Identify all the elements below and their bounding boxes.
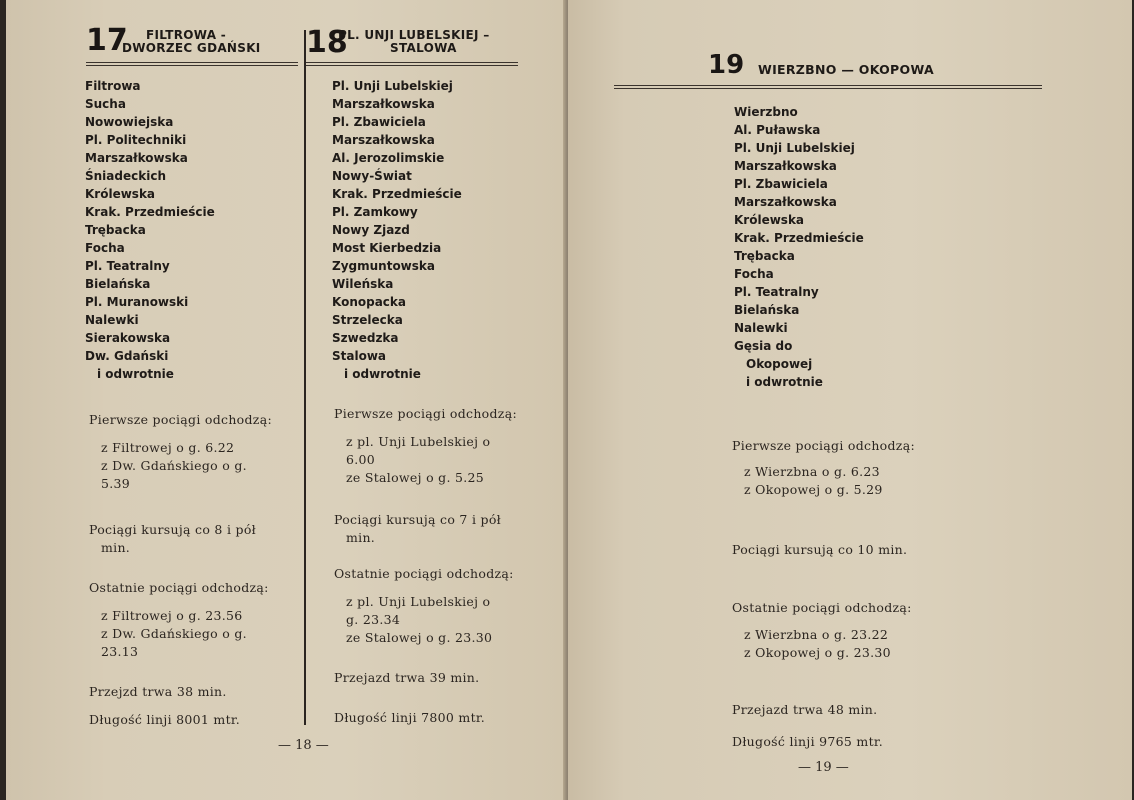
stop-return-note: i odwrotnie — [344, 367, 421, 381]
stop: Pl. Zbawiciela — [734, 177, 828, 191]
stop-return-note: i odwrotnie — [746, 375, 823, 389]
stop: Wileńska — [332, 277, 394, 291]
page-number-18: — 18 — — [278, 738, 329, 753]
stop: Trębacka — [734, 249, 795, 263]
route-18-header-rule — [306, 62, 518, 63]
stop: Al. Jerozolimskie — [332, 151, 445, 165]
route-18-stop-list — [332, 77, 462, 383]
stop: Nowy Zjazd — [332, 223, 410, 237]
stop: Filtrowa — [85, 79, 141, 93]
stop: Nowowiejska — [85, 115, 174, 129]
column-divider — [304, 30, 306, 725]
route-17-last-heading: Ostatnie pociągi odchodzą: — [89, 580, 269, 595]
route-18-first-2: ze Stalowej o g. 5.25 — [346, 470, 485, 485]
route-19-first-1: z Wierzbna o g. 6.23 — [744, 464, 880, 479]
route-18-interval-b: min. — [346, 530, 376, 545]
route-19-first-heading: Pierwsze pociągi odchodzą: — [732, 438, 915, 453]
route-19-last-heading: Ostatnie pociągi odchodzą: — [732, 600, 912, 615]
stop: Bielańska — [734, 303, 800, 317]
stop: Al. Puławska — [734, 123, 821, 137]
route-19-name: WIERZBNO — OKOPOWA — [758, 62, 934, 77]
route-17-first-heading: Pierwsze pociągi odchodzą: — [89, 412, 272, 427]
stop: Wierzbno — [734, 105, 798, 119]
route-18-first-heading: Pierwsze pociągi odchodzą: — [334, 406, 517, 421]
stop: Królewska — [734, 213, 805, 227]
route-18-length: Długość linji 7800 mtr. — [334, 710, 486, 725]
stop: Bielańska — [85, 277, 151, 291]
stop: Pl. Unji Lubelskiej — [332, 79, 453, 93]
stop: Dw. Gdański — [85, 349, 169, 363]
route-18-first-1b: 6.00 — [346, 452, 376, 467]
stop: Marszałkowska — [734, 195, 837, 209]
stop: Pl. Zbawiciela — [332, 115, 426, 129]
route-19-number: 19 — [708, 50, 745, 80]
route-17-last-2a: z Dw. Gdańskiego o g. — [101, 626, 247, 641]
stop: Nalewki — [734, 321, 788, 335]
route-17-length: Długość linji 8001 mtr. — [89, 712, 241, 727]
stop: Pl. Unji Lubelskiej — [734, 141, 855, 155]
stop: Pl. Teatralny — [734, 285, 819, 299]
route-17-last-1: z Filtrowej o g. 23.56 — [101, 608, 243, 623]
stop: Marszałkowska — [85, 151, 188, 165]
route-18-last-1b: g. 23.34 — [346, 612, 401, 627]
route-19-length: Długość linji 9765 mtr. — [732, 734, 884, 749]
route-18-last-2: ze Stalowej o g. 23.30 — [346, 630, 493, 645]
route-18-duration: Przejazd trwa 39 min. — [334, 670, 480, 685]
route-17-number: 17 — [86, 23, 128, 58]
right-page — [568, 0, 1132, 800]
stop: Nalewki — [85, 313, 139, 327]
route-19-header-rule-2 — [614, 88, 1042, 89]
route-17-first-2b: 5.39 — [101, 476, 131, 491]
route-19-header-rule — [614, 85, 1042, 86]
stop: Krak. Przedmieście — [332, 187, 462, 201]
stop: Focha — [734, 267, 774, 281]
route-19-interval: Pociągi kursują co 10 min. — [732, 542, 908, 557]
route-18-name-line1: PL. UNJI LUBELSKIEJ – — [338, 28, 490, 42]
route-18-last-1a: z pl. Unji Lubelskiej o — [346, 594, 491, 609]
stop: Królewska — [85, 187, 156, 201]
route-19-stop-list — [734, 103, 864, 391]
route-17-interval-b: min. — [101, 540, 131, 555]
stop: Focha — [85, 241, 125, 255]
stop: Sucha — [85, 97, 126, 111]
stop: Pl. Teatralny — [85, 259, 170, 273]
route-17-duration: Przejzd trwa 38 min. — [89, 684, 227, 699]
stop: Stalowa — [332, 349, 387, 363]
route-18-number: 18 — [306, 25, 348, 60]
stop: Marszałkowska — [332, 133, 435, 147]
route-17-header-rule — [86, 62, 298, 63]
route-19-duration: Przejazd trwa 48 min. — [732, 702, 878, 717]
route-17-stop-list — [85, 77, 215, 383]
left-page — [6, 0, 566, 800]
stop: Okopowej — [746, 357, 813, 371]
stop: Konopacka — [332, 295, 406, 309]
stop-return-note: i odwrotnie — [97, 367, 174, 381]
route-19-last-1: z Wierzbna o g. 23.22 — [744, 627, 889, 642]
route-17-first-2a: z Dw. Gdańskiego o g. — [101, 458, 247, 473]
route-18-interval-a: Pociągi kursują co 7 i pół — [334, 512, 501, 527]
stop: Gęsia do — [734, 339, 793, 353]
stop: Nowy-Świat — [332, 169, 412, 183]
route-18-header-rule-2 — [306, 65, 518, 66]
stop: Sierakowska — [85, 331, 171, 345]
stop: Most Kierbedzia — [332, 241, 442, 255]
route-17-header-rule-2 — [86, 65, 298, 66]
route-17-name-line1: FILTROWA - — [146, 28, 227, 42]
page-number-19: — 19 — — [798, 760, 849, 775]
route-17-interval-a: Pociągi kursują co 8 i pół — [89, 522, 256, 537]
route-17-name-line2: DWORZEC GDAŃSKI — [122, 41, 261, 55]
stop: Marszałkowska — [734, 159, 837, 173]
route-19-first-2: z Okopowej o g. 5.29 — [744, 482, 883, 497]
stop: Śniadeckich — [85, 169, 166, 183]
stop: Trębacka — [85, 223, 146, 237]
stop: Marszałkowska — [332, 97, 435, 111]
route-17-last-2b: 23.13 — [101, 644, 139, 659]
route-19-last-2: z Okopowej o g. 23.30 — [744, 645, 891, 660]
route-18-first-1a: z pl. Unji Lubelskiej o — [346, 434, 491, 449]
stop: Pl. Muranowski — [85, 295, 189, 309]
stop: Szwedzka — [332, 331, 399, 345]
stop: Pl. Politechniki — [85, 133, 187, 147]
stop: Krak. Przedmieście — [85, 205, 215, 219]
route-18-last-heading: Ostatnie pociągi odchodzą: — [334, 566, 514, 581]
route-17-first-1: z Filtrowej o g. 6.22 — [101, 440, 235, 455]
route-18-name-line2: STALOWA — [390, 41, 457, 55]
stop: Strzelecka — [332, 313, 403, 327]
stop: Pl. Zamkowy — [332, 205, 418, 219]
stop: Zygmuntowska — [332, 259, 435, 273]
stop: Krak. Przedmieście — [734, 231, 864, 245]
